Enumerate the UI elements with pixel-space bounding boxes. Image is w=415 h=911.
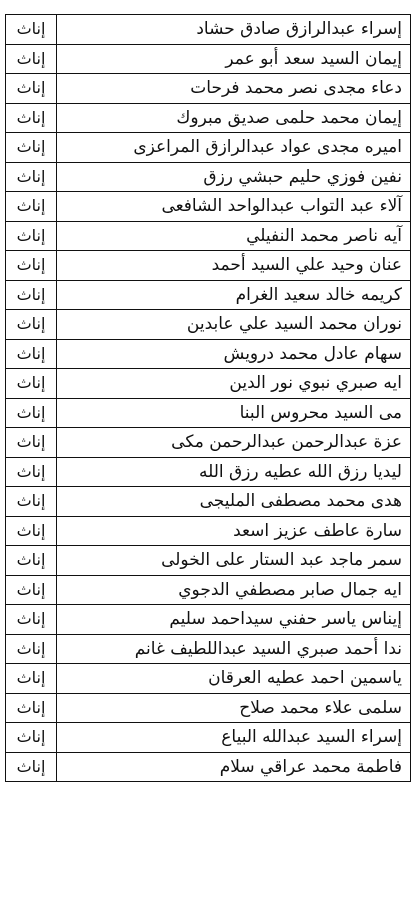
name-cell: إيمان السيد سعد أبو عمر	[57, 44, 411, 74]
gender-cell: إناث	[6, 369, 57, 399]
table-row	[6, 487, 411, 517]
gender-cell: إناث	[6, 693, 57, 723]
gender-cell: إناث	[6, 605, 57, 635]
name-cell: سمر ماجد عبد الستار على الخولى	[57, 546, 411, 576]
gender-cell: إناث	[6, 251, 57, 281]
gender-cell: إناث	[6, 457, 57, 487]
name-cell: ليديا رزق الله عطيه رزق الله	[57, 457, 411, 487]
name-cell: إيناس ياسر حفني سيداحمد سليم	[57, 605, 411, 635]
name-cell: آلاء عبد التواب عبدالواحد الشافعى	[57, 192, 411, 222]
name-cell: عزة عبدالرحمن عبدالرحمن مكى	[57, 428, 411, 458]
name-cell: عنان وحيد علي السيد أحمد	[57, 251, 411, 281]
gender-cell: إناث	[6, 221, 57, 251]
table-row	[6, 15, 411, 45]
name-cell: سهام عادل محمد درويش	[57, 339, 411, 369]
table-row	[6, 457, 411, 487]
name-cell: ايه صبري نبوي نور الدين	[57, 369, 411, 399]
gender-cell: إناث	[6, 44, 57, 74]
name-cell: مى السيد محروس البنا	[57, 398, 411, 428]
name-cell: ندا أحمد صبري السيد عبداللطيف غانم	[57, 634, 411, 664]
gender-cell: إناث	[6, 428, 57, 458]
table-row	[6, 723, 411, 753]
gender-cell: إناث	[6, 752, 57, 782]
name-cell: سارة عاطف عزيز اسعد	[57, 516, 411, 546]
name-cell: إسراء السيد عبدالله البياع	[57, 723, 411, 753]
gender-cell: إناث	[6, 280, 57, 310]
gender-cell: إناث	[6, 162, 57, 192]
gender-cell: إناث	[6, 133, 57, 163]
table-row	[6, 634, 411, 664]
table-row	[6, 310, 411, 340]
name-cell: إسراء عبدالرازق صادق حشاد	[57, 15, 411, 45]
table-row	[6, 369, 411, 399]
names-table	[5, 14, 411, 782]
table-row	[6, 752, 411, 782]
gender-cell: إناث	[6, 310, 57, 340]
name-cell: ياسمين احمد عطيه العرقان	[57, 664, 411, 694]
name-cell: فاطمة محمد عراقي سلام	[57, 752, 411, 782]
names-table-body	[6, 15, 411, 782]
name-cell: إيمان محمد حلمى صديق مبروك	[57, 103, 411, 133]
gender-cell: إناث	[6, 546, 57, 576]
table-row	[6, 664, 411, 694]
gender-cell: إناث	[6, 664, 57, 694]
gender-cell: إناث	[6, 575, 57, 605]
table-row	[6, 428, 411, 458]
table-row	[6, 693, 411, 723]
table-row	[6, 44, 411, 74]
table-row	[6, 221, 411, 251]
gender-cell: إناث	[6, 339, 57, 369]
gender-cell: إناث	[6, 398, 57, 428]
table-row	[6, 103, 411, 133]
table-row	[6, 133, 411, 163]
gender-cell: إناث	[6, 15, 57, 45]
gender-cell: إناث	[6, 192, 57, 222]
gender-cell: إناث	[6, 634, 57, 664]
table-row	[6, 251, 411, 281]
table-row	[6, 575, 411, 605]
gender-cell: إناث	[6, 516, 57, 546]
table-row	[6, 398, 411, 428]
name-cell: دعاء مجدى نصر محمد فرحات	[57, 74, 411, 104]
table-row	[6, 546, 411, 576]
gender-cell: إناث	[6, 723, 57, 753]
table-row	[6, 74, 411, 104]
name-cell: كريمه خالد سعيد الغرام	[57, 280, 411, 310]
table-row	[6, 162, 411, 192]
name-cell: اميره مجدى عواد عبدالرازق المراعزى	[57, 133, 411, 163]
gender-cell: إناث	[6, 74, 57, 104]
table-row	[6, 516, 411, 546]
name-cell: آيه ناصر محمد النفيلي	[57, 221, 411, 251]
gender-cell: إناث	[6, 487, 57, 517]
gender-cell: إناث	[6, 103, 57, 133]
name-cell: نوران محمد السيد علي عابدين	[57, 310, 411, 340]
table-row	[6, 192, 411, 222]
name-cell: سلمى علاء محمد صلاح	[57, 693, 411, 723]
name-cell: ايه جمال صابر مصطفي الدجوي	[57, 575, 411, 605]
name-cell: نفين فوزي حليم حبشي رزق	[57, 162, 411, 192]
name-cell: هدى محمد مصطفى المليجى	[57, 487, 411, 517]
table-row	[6, 339, 411, 369]
table-row	[6, 605, 411, 635]
table-row	[6, 280, 411, 310]
